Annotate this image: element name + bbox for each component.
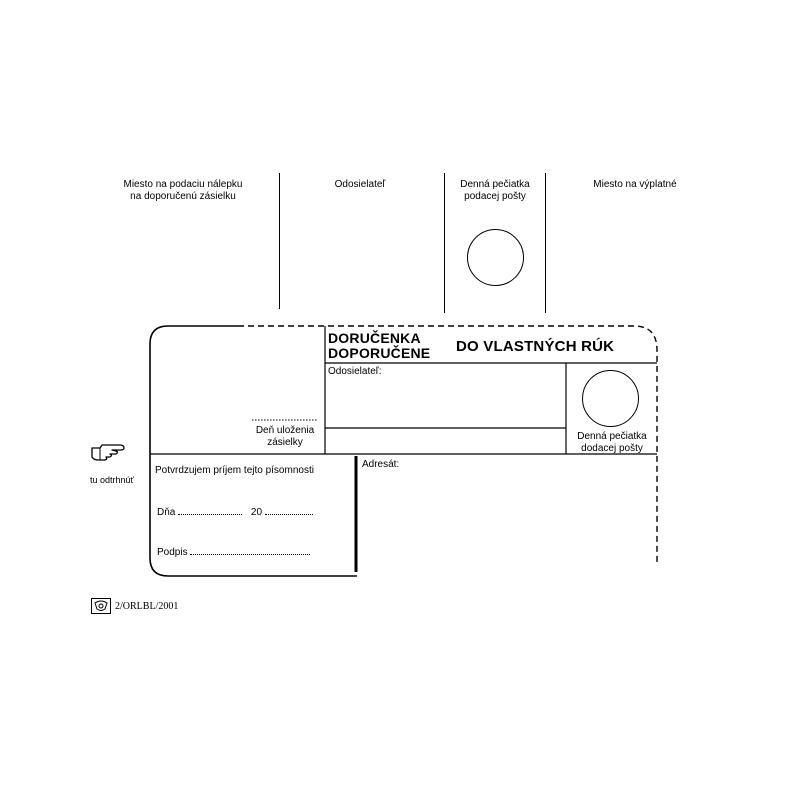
confirm-text: Potvrdzujem príjem tejto písomnosti [155,465,314,476]
sticker-place-label: Miesto na podaciu nálepku na doporučenú zásielku [123,179,243,202]
card-sender-label: Odosielateľ: [328,366,382,377]
year-label: 20 [250,507,263,518]
signature-label: Podpis [157,547,188,558]
date-label: Dňa [157,507,176,518]
title-line-1: DORUČENKA [328,330,421,346]
title-line-2: DOPORUČENE [328,345,431,361]
signature-row [157,547,310,559]
year-dots [265,514,313,515]
post-stamp-label: Denná pečiatka podacej pošty [460,179,530,202]
sender-header-label: Odosielateľ [334,179,386,190]
card-left-border [150,326,355,576]
delivery-stamp-label: Denná pečiatka dodacej pošty [577,431,647,454]
date-row [157,507,313,519]
delivery-stamp-circle [582,370,639,427]
signature-dots [190,554,310,555]
delivery-mode-label: DO VLASTNÝCH RÚK [456,338,615,355]
addressee-label: Adresát: [362,459,400,470]
payment-place-label: Miesto na výplatné [593,179,677,190]
storage-date-label: Deň uloženia zásielky [255,425,315,448]
date-dots [178,514,242,515]
form-code: 2/ORLBL/2001 [115,601,179,612]
pointing-hand-icon [90,442,130,466]
tear-off-label: tu odtrhnúť [90,475,134,485]
post-horn-logo-icon [91,598,111,614]
